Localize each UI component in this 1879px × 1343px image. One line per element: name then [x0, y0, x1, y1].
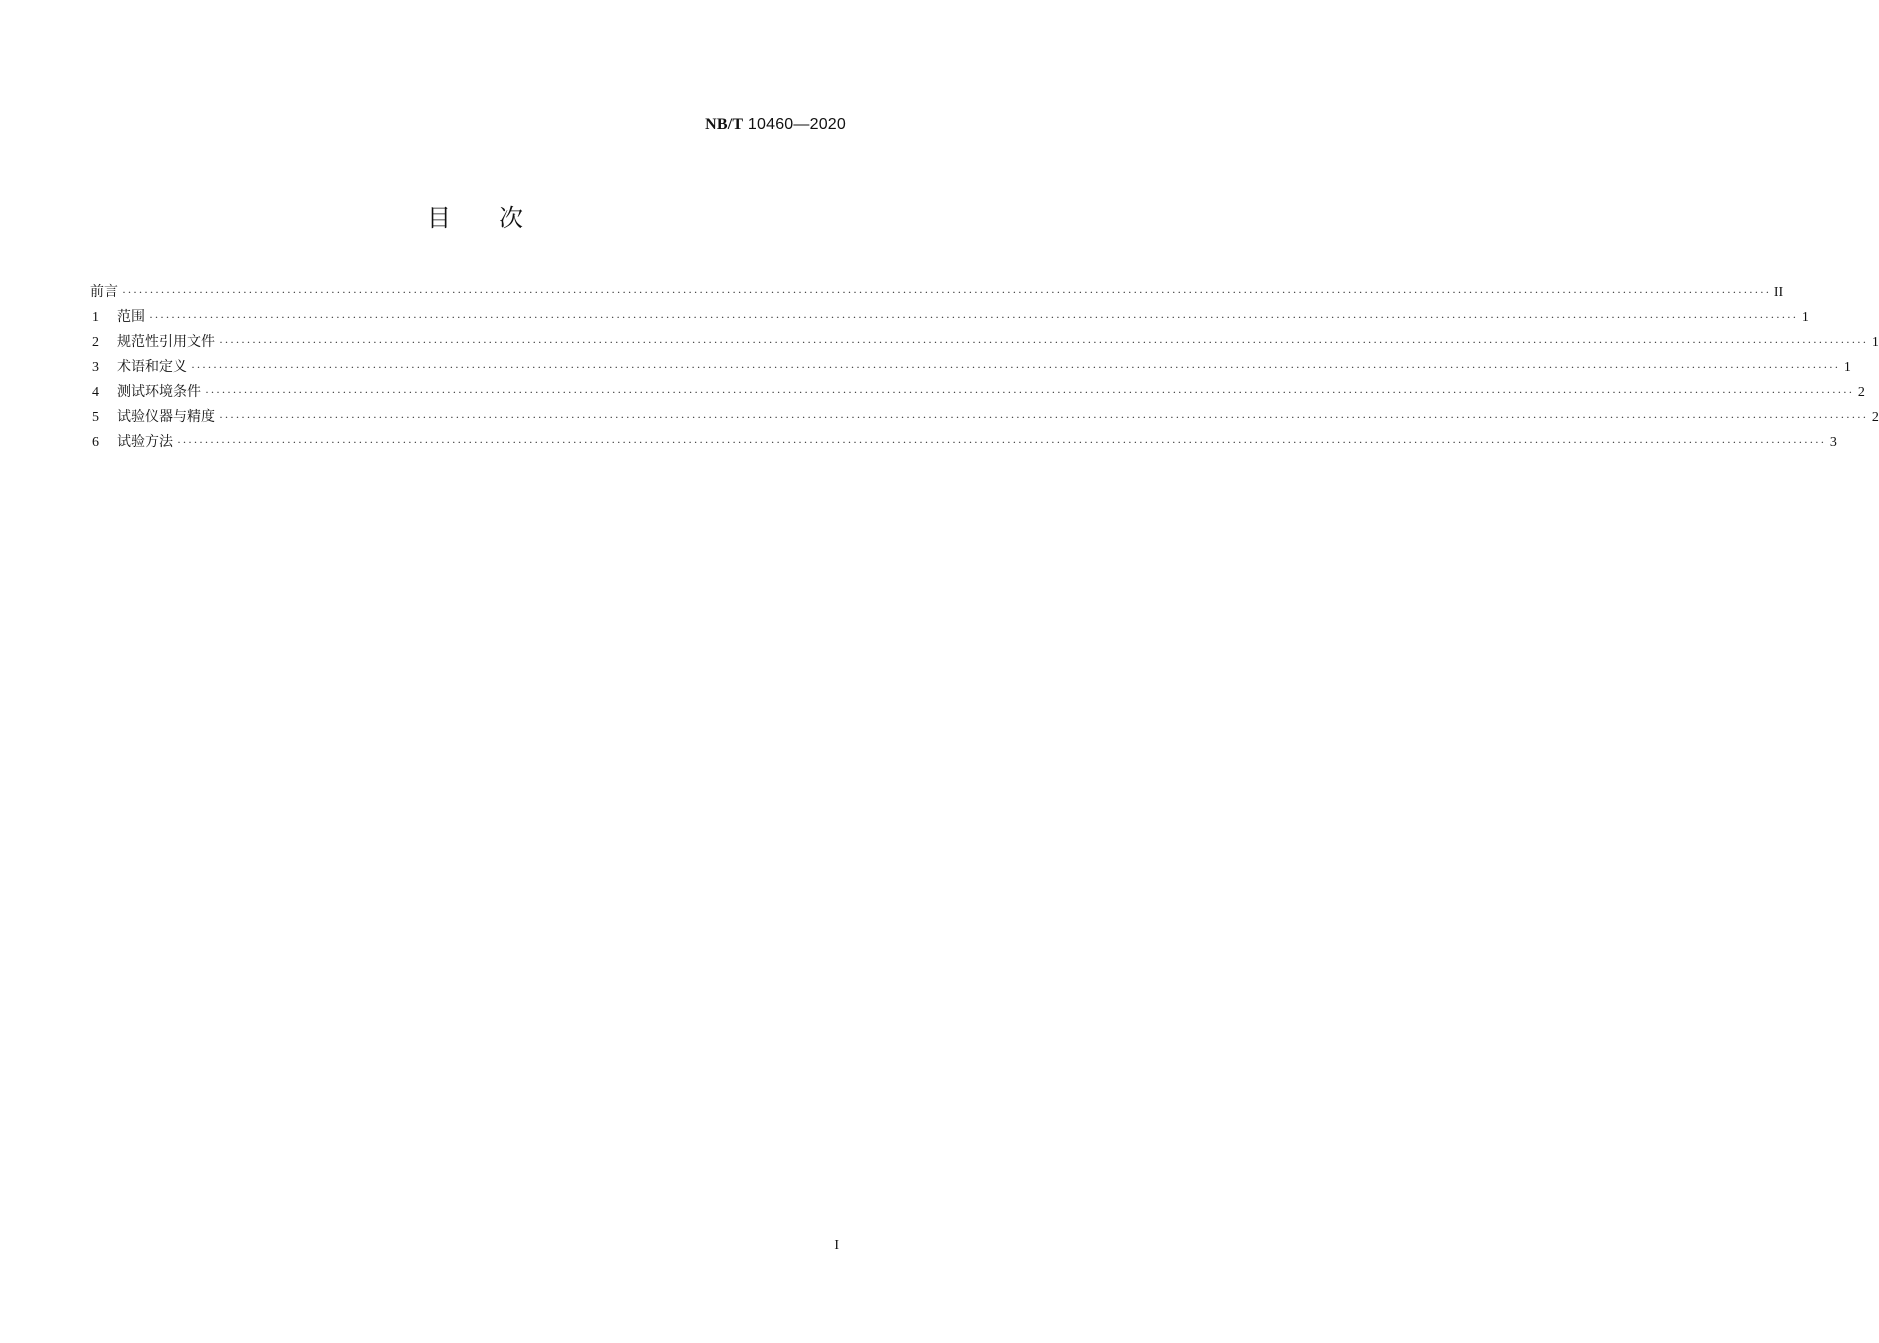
- toc-entry-label: 试验方法: [117, 434, 173, 450]
- toc-entry-number: 5: [92, 410, 99, 425]
- toc-entry-5[interactable]: [90, 405, 1879, 430]
- toc-leader-dots: ············································································································································································································································································································: [177, 435, 1826, 449]
- toc-entry-number: 6: [92, 435, 99, 450]
- toc-leader-dots: ············································································································································································································································································································: [149, 310, 1798, 324]
- toc-entry-number: 4: [92, 385, 99, 400]
- toc-title: [0, 198, 950, 233]
- toc-entry-number: 3: [92, 360, 99, 375]
- toc-entry-label: 试验仪器与精度: [117, 409, 215, 425]
- page-number: I: [834, 1238, 839, 1253]
- toc-entry-number: 1: [92, 310, 99, 325]
- toc-leader-dots: ············································································································································································································································································································: [122, 285, 1771, 299]
- toc-entry-foreword[interactable]: [90, 280, 1784, 305]
- toc-entry-label: 规范性引用文件: [117, 334, 215, 350]
- toc-entry-label: 范围: [117, 309, 145, 325]
- toc-entry-page: 1: [1871, 335, 1879, 350]
- toc-leader-dots: ············································································································································································································································································································: [219, 335, 1868, 349]
- standard-number: [705, 116, 846, 134]
- toc-entry-page: II: [1773, 285, 1784, 300]
- toc-entry-3[interactable]: [90, 355, 1851, 380]
- toc-title-char-1: 目: [427, 204, 451, 232]
- toc-entry-2[interactable]: [90, 330, 1879, 355]
- toc-entry-label: 测试环境条件: [117, 384, 201, 400]
- toc-entry-page: 3: [1829, 435, 1837, 450]
- toc-entry-6[interactable]: [90, 430, 1837, 455]
- toc-leader-dots: ············································································································································································································································································································: [219, 410, 1868, 424]
- table-of-contents: [90, 280, 1879, 455]
- standard-prefix: NB/T: [705, 116, 744, 133]
- toc-entry-number: 2: [92, 335, 99, 350]
- toc-entry-page: 1: [1801, 310, 1809, 325]
- standard-number-value: 10460—2020: [747, 116, 846, 133]
- toc-entry-label: 术语和定义: [117, 359, 187, 375]
- toc-entry-1[interactable]: [90, 305, 1809, 330]
- toc-entry-page: 1: [1843, 360, 1851, 375]
- toc-entry-4[interactable]: [90, 380, 1865, 405]
- toc-entry-label: 前言: [90, 284, 118, 300]
- toc-entry-page: 2: [1871, 410, 1879, 425]
- toc-leader-dots: ············································································································································································································································································································: [205, 385, 1854, 399]
- toc-entry-page: 2: [1857, 385, 1865, 400]
- toc-title-char-2: 次: [499, 204, 523, 232]
- toc-leader-dots: ············································································································································································································································································································: [191, 360, 1840, 374]
